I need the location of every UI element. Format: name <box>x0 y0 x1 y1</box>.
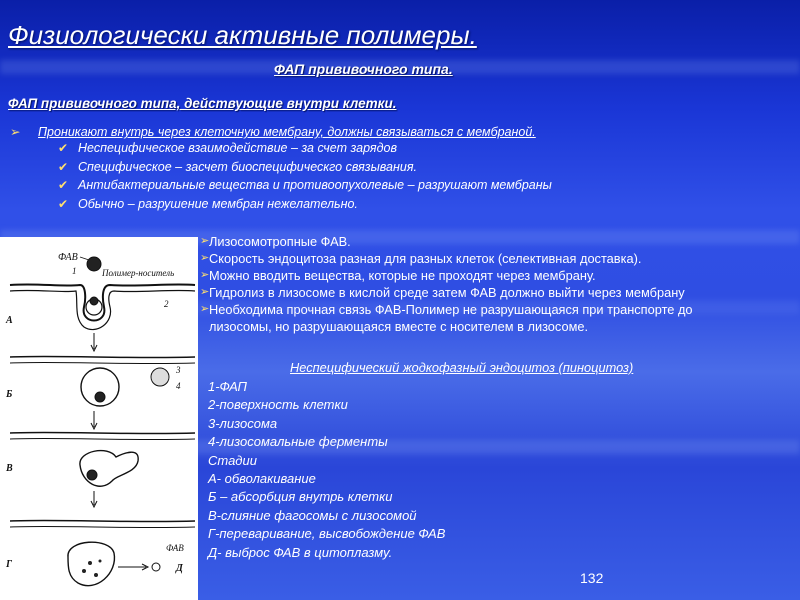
legend-line: 2-поверхность клетки <box>208 397 348 413</box>
check-bullet-icon: ✔ <box>58 196 69 211</box>
sub-list-item-text: Специфическое – засчет биоспецифическго связывания. <box>78 159 417 174</box>
cell-membrane <box>10 362 195 363</box>
triangle-bullet-icon: ➢ <box>200 269 210 281</box>
legend-line: 4-лизосомальные ферменты <box>208 434 388 450</box>
cell-membrane <box>10 356 195 357</box>
endocytosis-diagram <box>0 237 198 600</box>
list-item-text: Гидролиз в лизосоме в кислой среде затем ФАВ должно выйти через мембрану <box>209 285 685 300</box>
sub-list-item-text: Неспецифическое взаимодействие – за счет зарядов <box>78 141 397 155</box>
triangle-bullet-icon: ➢ <box>200 303 210 315</box>
fav-particle-icon <box>95 392 105 402</box>
list-item <box>10 124 790 139</box>
stage-label: Б <box>6 389 13 400</box>
list-item <box>200 233 800 250</box>
page-number: 132 <box>580 570 604 586</box>
fragment <box>88 561 92 565</box>
legend-line: В-слияние фагосомы с лизосомой <box>208 507 417 523</box>
legend-line: Д- выброс ФАВ в цитоплазму. <box>208 544 393 560</box>
slide-subtitle: ФАП прививочного типа. <box>274 61 453 77</box>
sub-list-item <box>58 195 790 214</box>
fav-particle-icon <box>87 257 101 271</box>
list-item <box>200 284 800 301</box>
cell-membrane <box>10 520 195 521</box>
legend-line: А- обволакивание <box>208 471 316 487</box>
triangle-bullet-icon: ➢ <box>200 252 210 264</box>
list-item-text: Можно вводить вещества, которые не проходят через мембрану. <box>209 268 596 283</box>
list-item <box>200 301 800 318</box>
fragment <box>99 560 102 563</box>
legend-line: Стадии <box>208 452 257 468</box>
cell-membrane <box>10 438 195 439</box>
check-bullet-icon: ✔ <box>58 159 69 174</box>
slide-title: Физиологически активные полимеры. <box>8 20 477 50</box>
fragment <box>82 569 86 573</box>
diagram-label-fav: ФАВ <box>166 543 184 553</box>
diagram-label-polymer: Полимер-носитель <box>102 268 175 278</box>
fused-phagolysosome <box>80 451 138 487</box>
list-item <box>200 250 800 267</box>
list-item-continuation <box>200 318 800 335</box>
stage-label: Д <box>176 563 183 574</box>
triangle-bullet-icon: ➢ <box>200 235 210 247</box>
legend-line: 3-лизосома <box>208 415 278 431</box>
list-item-text: Необходима прочная связь ФАВ-Полимер не разрушающаяся при транспорте до <box>209 302 693 317</box>
fav-particle-icon <box>87 470 97 480</box>
released-fav-icon <box>152 563 160 571</box>
stage-label: В <box>6 463 13 474</box>
stage-label: А <box>6 315 13 326</box>
sub-list-item-text: Обычно – разрушение мембран нежелательно. <box>78 196 358 211</box>
arrow-bullet-icon: ➢ <box>10 125 21 139</box>
diagram-number: 3 <box>176 365 181 375</box>
diagram-number: 2 <box>164 299 169 309</box>
diagram-number: 1 <box>72 266 77 276</box>
list-item-text: Скорость эндоцитоза разная для разных клеток (селективная доставка). <box>209 251 642 266</box>
triangle-bullet-icon: ➢ <box>200 286 210 298</box>
legend-line: Г-переваривание, высвобождение ФАВ <box>208 526 446 542</box>
stage-label: Г <box>6 559 13 570</box>
list-item-text: Проникают внутрь через клеточную мембрану, должны связываться с мембраной. <box>38 125 536 139</box>
check-bullet-icon: ✔ <box>58 141 69 155</box>
section-heading: ФАП прививочного типа, действующие внутри клетки. <box>8 96 397 111</box>
check-bullet-icon: ✔ <box>58 178 69 192</box>
sub-list-item <box>58 176 790 195</box>
lysosome <box>151 368 169 386</box>
fragment <box>94 573 98 577</box>
sub-list-item-text: Антибактериальные вещества и противоопухолевые – разрушают мембраны <box>78 178 552 192</box>
diagram-label-fav: ФАВ <box>58 252 78 263</box>
pinocytosis-heading: Неспецифический жодкофазный эндоцитоз (пиноцитоз) <box>290 360 634 375</box>
fav-particle-icon <box>90 297 98 305</box>
legend-line: Б – абсорбция внутрь клетки <box>208 489 393 505</box>
cell-membrane <box>10 432 195 433</box>
cell-membrane <box>10 526 195 527</box>
sub-list-item <box>58 158 790 177</box>
sub-list-item <box>58 139 790 158</box>
list-item-text: Лизосомотропные ФАВ. <box>209 234 351 249</box>
top-bullet-list <box>10 124 790 213</box>
diagram-number: 4 <box>176 381 181 391</box>
legend-line: 1-ФАП <box>208 379 247 394</box>
middle-bullet-list <box>200 233 800 335</box>
list-item-text: лизосомы, но разрушающаяся вместе с носителем в лизосоме. <box>209 319 589 334</box>
list-item <box>200 267 800 284</box>
diagram-legend <box>208 378 445 562</box>
